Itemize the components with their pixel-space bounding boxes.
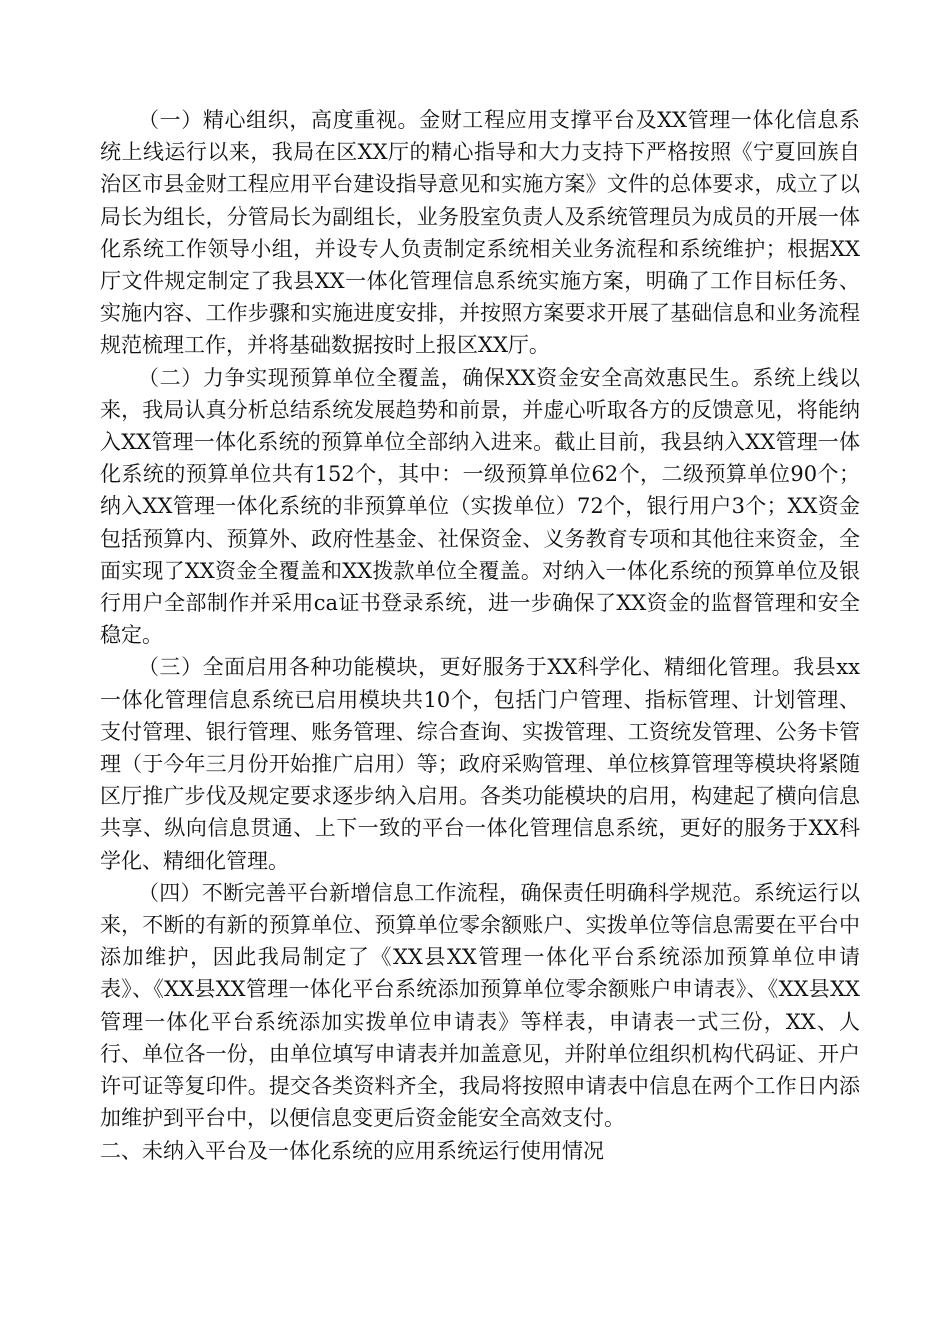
section-heading: 二、未纳入平台及一体化系统的应用系统运行使用情况: [100, 1138, 604, 1163]
paragraph-budget-coverage: （二）力争实现预算单位全覆盖，确保XX资金安全高效惠民生。系统上线以来，我局认真分析总结系统发展趋势和前景，并虚心听取各方的反馈意见，将能纳入XX管理一体化系统的预算单位全部纳入进来。截止目前，我县纳入XX管理一体化系统的预算单位共有152个，其中：一级预算单位62个，二级预算单位90个；纳入XX管理一体化系统的非预算单位（实拨单位）72个，银行用户3个；XX资金包括预算内、预算外、政府性基金、社保资金、义务教育专项和其他往来资金，全面实现了XX资金全覆盖和XX拨款单位全覆盖。对纳入一体化系统的预算单位及银行用户全部制作并采用ca证书登录系统，进一步确保了XX资金的监督管理和安全稳定。: [100, 365, 860, 648]
paragraph-workflow: （四）不断完善平台新增信息工作流程，确保责任明确科学规范。系统运行以来，不断的有新的预算单位、预算单位零余额账户、实拨单位等信息需要在平台中添加维护，因此我局制定了《XX县XX管理一体化平台系统添加预算单位申请表》、《XX县XX管理一体化平台系统添加预算单位零余额账户申请表》、《XX县XX管理一体化平台系统添加实拨单位申请表》等样表，申请表一式三份，XX、人行、单位各一份，由单位填写申请表并加盖意见，并附单位组织机构代码证、开户许可证等复印件。提交各类资料齐全，我局将按照申请表中信息在两个工作日内添加维护到平台中，以便信息变更后资金能安全高效支付。: [100, 880, 860, 1131]
paragraph-organization: （一）精心组织，高度重视。金财工程应用支撑平台及XX管理一体化信息系统上线运行以来，我局在区XX厅的精心指导和大力支持下严格按照《宁夏回族自治区市县金财工程应用平台建设指导意见和实施方案》文件的总体要求，成立了以局长为组长，分管局长为副组长，业务股室负责人及系统管理员为成员的开展一体化系统工作领导小组，并设专人负责制定系统相关业务流程和系统维护；根据XX厅文件规定制定了我县XX一体化管理信息系统实施方案，明确了工作目标任务、实施内容、工作步骤和实施进度安排，并按照方案要求开展了基础信息和业务流程规范梳理工作，并将基础数据按时上报区XX厅。: [100, 108, 860, 358]
paragraph-function-modules: （三）全面启用各种功能模块，更好服务于XX科学化、精细化管理。我县xx一体化管理信息系统已启用模块共10个，包括门户管理、指标管理、计划管理、支付管理、银行管理、账务管理、综合查询、实拨管理、工资统发管理、公务卡管理（于今年三月份开始推广启用）等；政府采购管理、单位核算管理等模块将紧随区厅推广步伐及规定要求逐步纳入启用。各类功能模块的启用，构建起了横向信息共享、纵向信息贯通、上下一致的平台一体化管理信息系统，更好的服务于XX科学化、精细化管理。: [100, 655, 860, 873]
document-body: [100, 104, 860, 1167]
